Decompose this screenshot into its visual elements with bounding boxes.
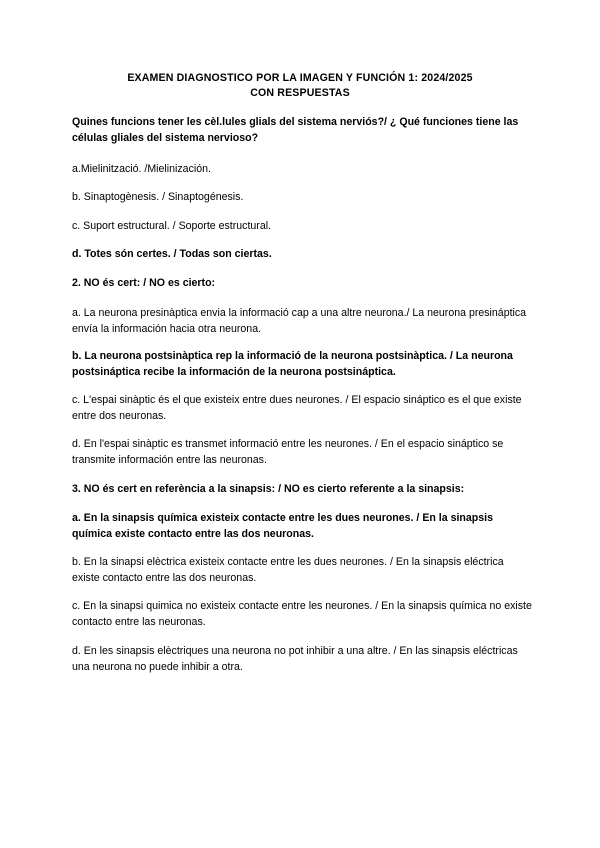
question-2-option-c: c. L'espai sinàptic és el que existeix entre dues neurones. / El espacio sináptico es el que existe entre dos neuronas. [72, 394, 522, 422]
question-1-option-c: c. Suport estructural. / Soporte estructural. [72, 220, 272, 232]
question-1-text: Quines funcions tener les cèl.lules glials del sistema nerviós?/ ¿ Qué funciones tiene las células gliales del sistema nervioso? [72, 116, 519, 144]
question-3-option-c: c. En la sinapsi quimica no existeix contacte entre les neurones. / En la sinapsis química no existe contacto entre las neuronas. [72, 600, 532, 628]
question-2-option-b-answer: b. La neurona postsinàptica rep la informació de la neurona postsinàptica. / La neurona postsináptica recibe la información de la neurona postsináptica. [72, 350, 513, 378]
question-3-option-a-answer: a. En la sinapsis química existeix contacte entre les dues neurones. / En la sinapsis química existe contacto entre las dos neuronas. [72, 512, 493, 540]
title-line-1: EXAMEN DIAGNOSTICO POR LA IMAGEN Y FUNCIÓN 1: 2024/2025 [127, 72, 473, 84]
question-1-option-a: a.Mielinització. /Mielinización. [72, 163, 211, 175]
question-2-option-a: a. La neurona presinàptica envia la informació cap a una altre neurona./ La neurona presináptica envía la información hacia otra neurona. [72, 307, 527, 335]
document-title [70, 71, 530, 101]
question-1-option-d-answer: d. Totes són certes. / Todas son ciertas. [72, 248, 272, 260]
question-3-text: 3. NO és cert en referència a la sinapsis: / NO es cierto referente a la sinapsis: [72, 483, 465, 495]
question-1-option-b: b. Sinaptogènesis. / Sinaptogénesis. [72, 191, 244, 203]
question-3-option-b: b. En la sinapsi elèctrica existeix contacte entre les dues neurones. / En la sinapsis eléctrica existe contacto entre las dos neuronas. [72, 556, 504, 584]
question-3-option-d: d. En les sinapsis elèctriques una neurona no pot inhibir a una altre. / En las sinapsis eléctricas una neurona no puede inhibir a otra. [72, 645, 518, 673]
question-2-option-d: d. En l'espai sinàptic es transmet informació entre les neurones. / En el espacio sináptico se transmite información entre las neuronas. [72, 438, 504, 466]
question-2-text: 2. NO és cert: / NO es cierto: [72, 277, 216, 289]
title-line-2: CON RESPUESTAS [250, 87, 350, 99]
